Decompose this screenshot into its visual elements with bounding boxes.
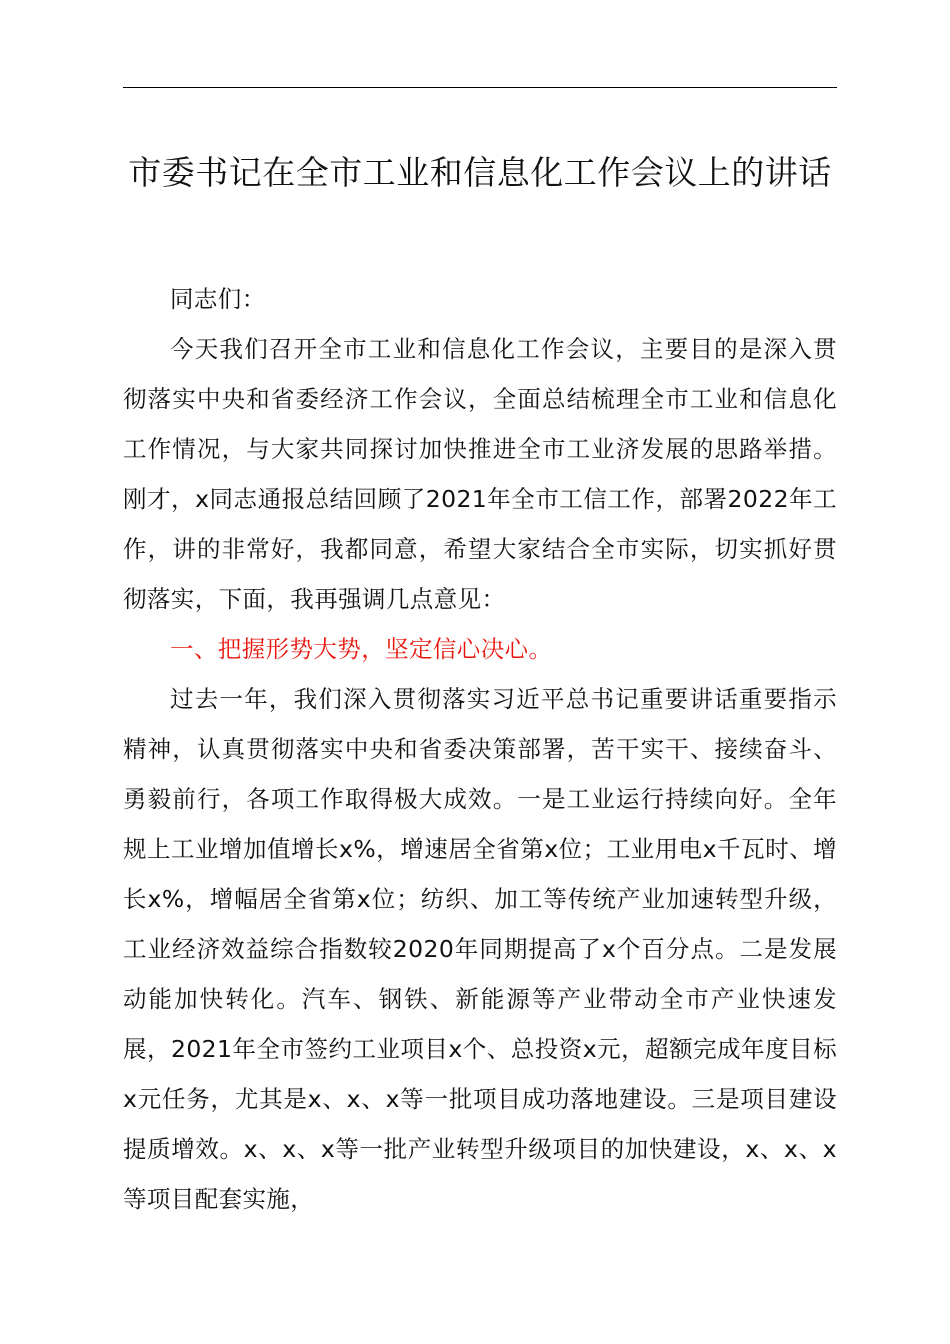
salutation: 同志们： bbox=[170, 285, 266, 313]
paragraph-review: 过去一年，我们深入贯彻落实习近平总书记重要讲话重要指示精神，认真贯彻落实中央和省委决策部署，苦干实干、接续奋斗、勇毅前行，各项工作取得极大成效。一是工业运行持续向好。全年规上工业增加值增长x%，增速居全省第x位；工业用电x千瓦时、增长x%，增幅居全省第x位；纺织、加工等传统产业加速转型升级，工业经济效益综合指数较2020年同期提高了x个百分点。二是发展动能加快转化。汽车、钢铁、新能源等产业带动全市产业快速发展，2021年全市签约工业项目x个、总投资x元，超额完成年度目标x元任务，尤其是x、x、x等一批项目成功落地建设。三是项目建设提质增效。x、x、x等一批产业转型升级项目的加快建设，x、x、x等项目配套实施， bbox=[123, 685, 837, 1213]
section-heading: 一、把握形势大势，坚定信心决心。 bbox=[170, 635, 553, 663]
paragraph-intro: 今天我们召开全市工业和信息化工作会议，主要目的是深入贯彻落实中央和省委经济工作会议，全面总结梳理全市工业和信息化工作情况，与大家共同探讨加快推进全市工业济发展的思路举措。刚才，x同志通报总结回顾了2021年全市工信工作，部署2022年工作，讲的非常好，我都同意，希望大家结合全市实际，切实抓好贯彻落实，下面，我再强调几点意见： bbox=[123, 335, 837, 613]
document-body bbox=[123, 274, 837, 1224]
document-title: 市委书记在全市工业和信息化工作会议上的讲话 bbox=[128, 153, 832, 192]
header-rule bbox=[123, 87, 837, 88]
